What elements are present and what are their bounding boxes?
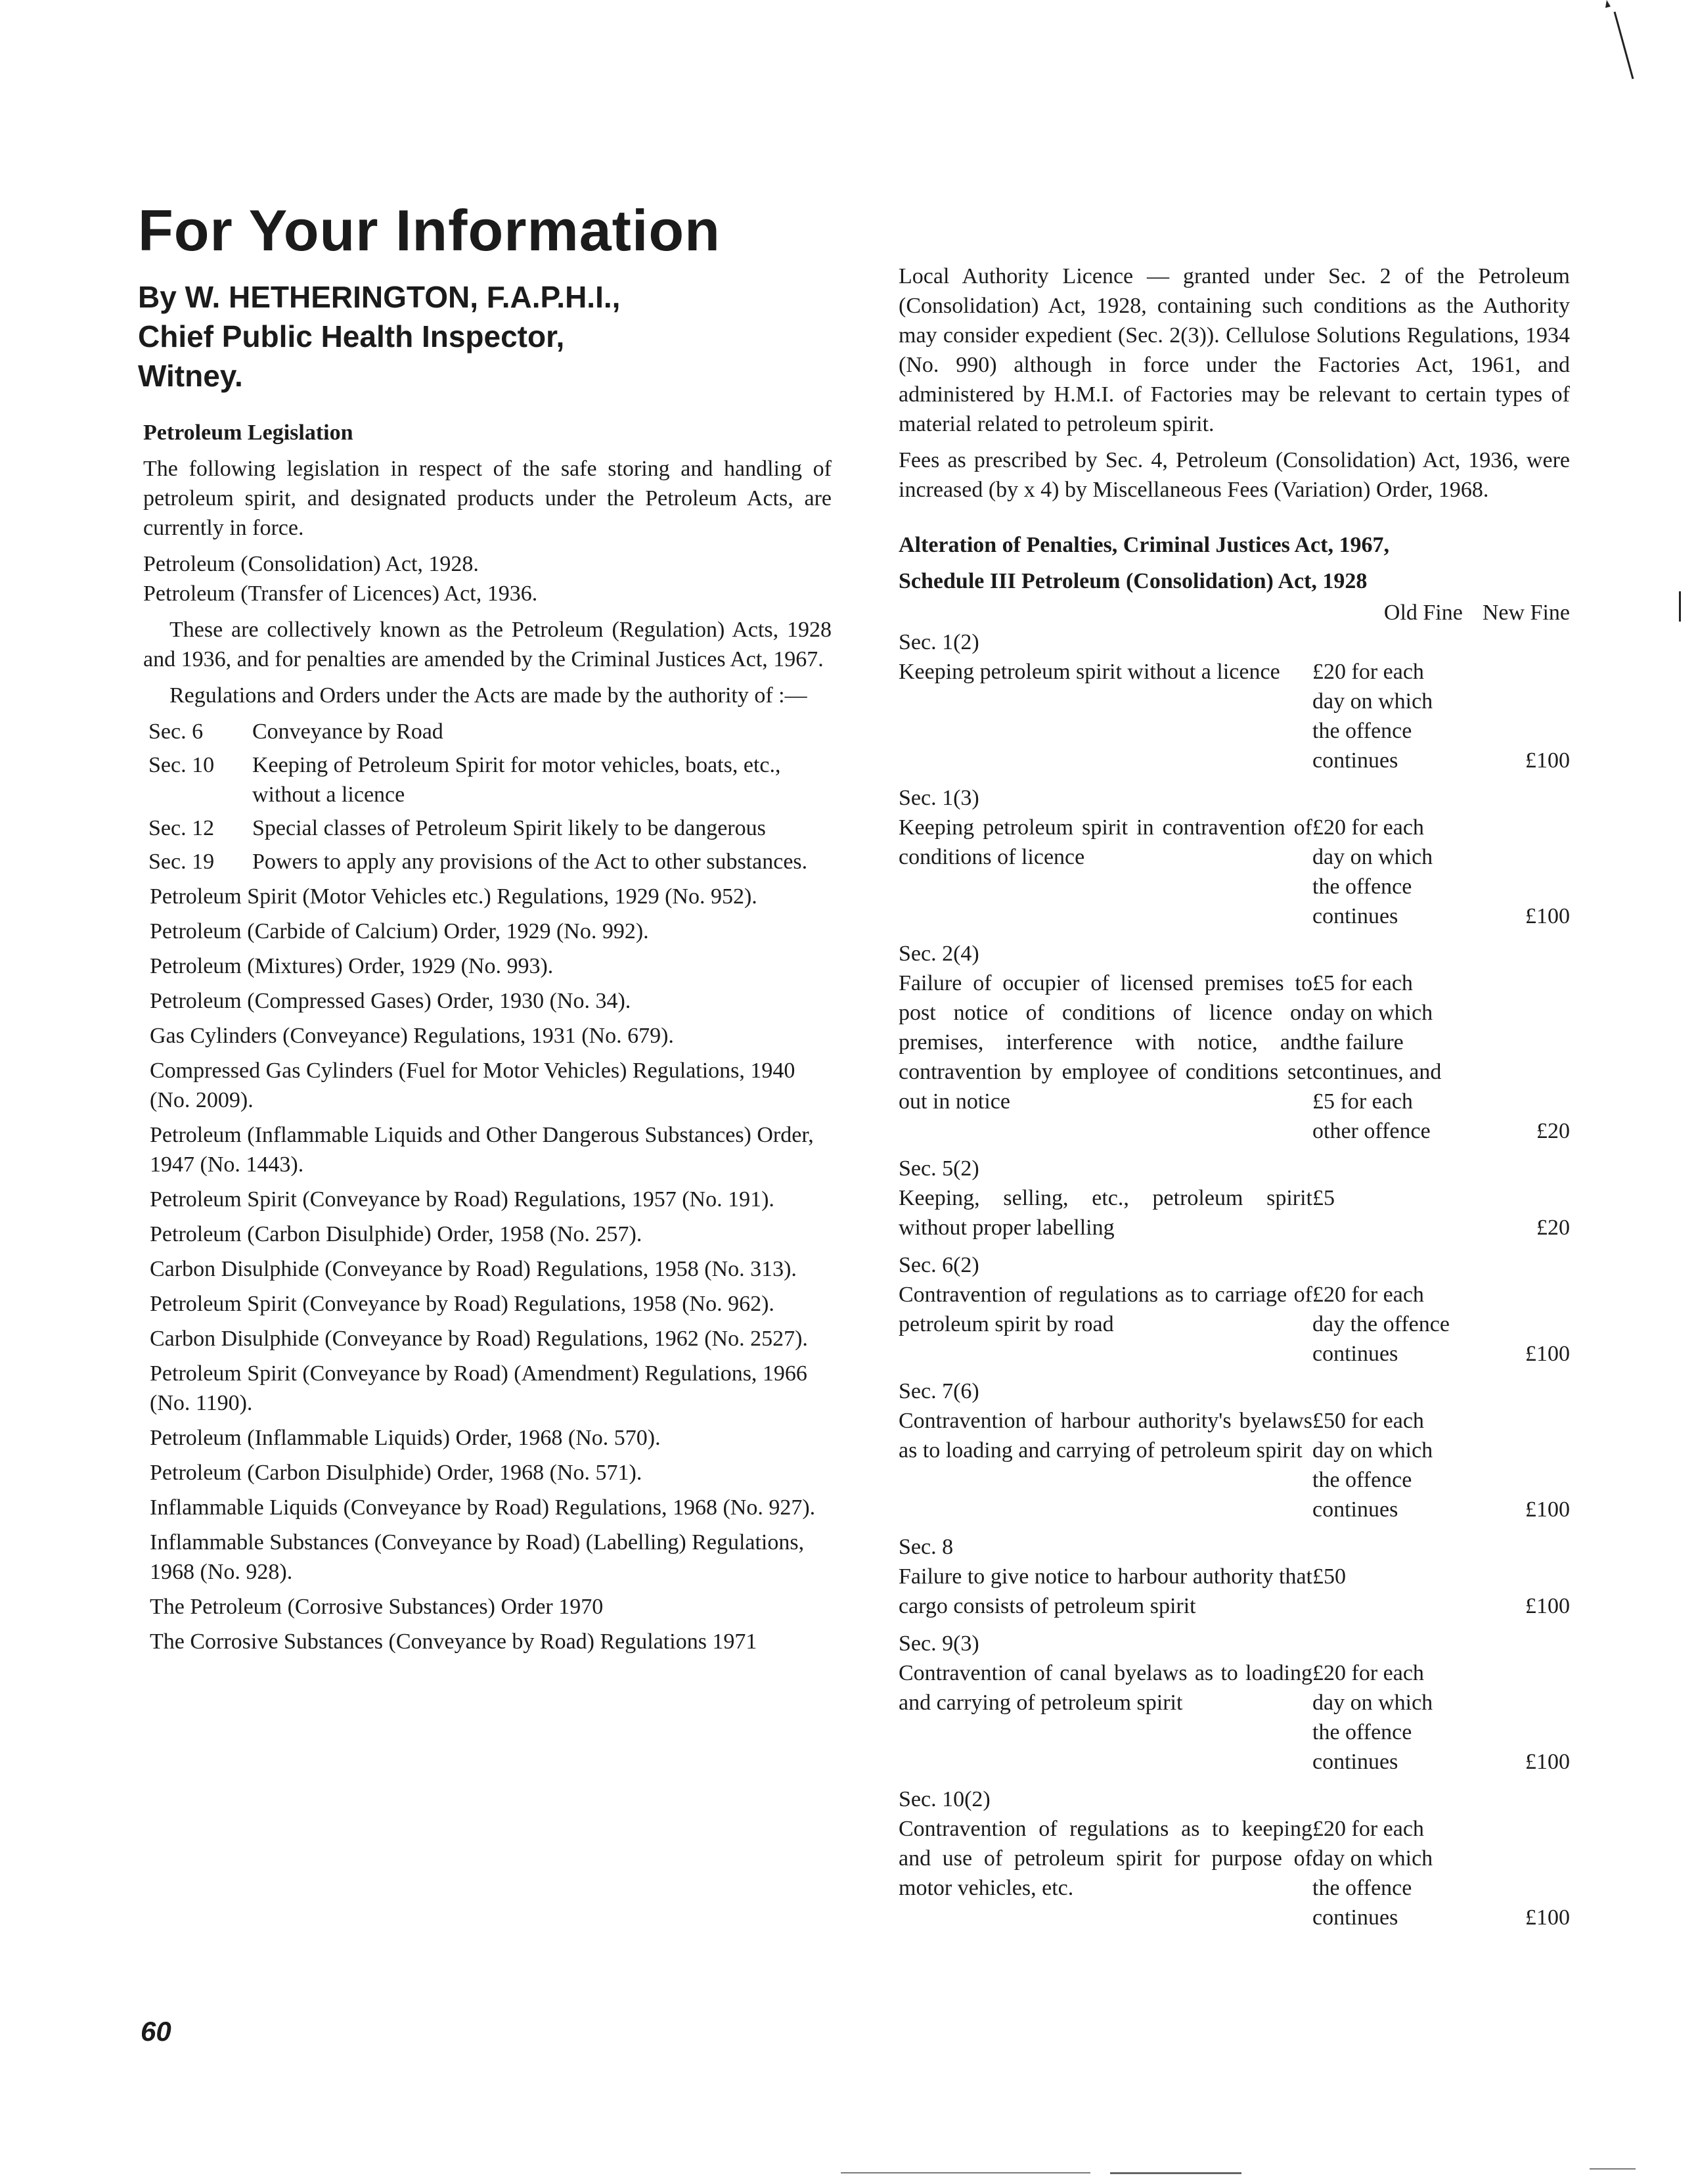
fees-paragraph: Fees as prescribed by Sec. 4, Petroleum (Consolidation) Act, 1936, were increased (by x 4) by Miscellaneous Fees (Variation) Order, 1968. — [899, 448, 1570, 502]
penalty-description: Keeping petroleum spirit in contravention of conditions of licence — [899, 815, 1312, 869]
author-name: By W. HETHERINGTON, F.A.P.H.I., — [138, 280, 621, 314]
section-description: Conveyance by Road — [252, 719, 443, 744]
penalty-new-fine: £100 — [1525, 904, 1570, 928]
author-location: Witney. — [138, 359, 243, 393]
regulation-item: Inflammable Liquids (Conveyance by Road) Regulations, 1968 (No. 927). — [150, 1495, 816, 1520]
page-title: For Your Information — [138, 198, 721, 263]
section-item — [148, 717, 832, 746]
regulation-item: Carbon Disulphide (Conveyance by Road) Regulations, 1958 (No. 313). — [150, 1257, 797, 1281]
scan-mark-bottom — [841, 2172, 1090, 2173]
section-item — [148, 813, 832, 843]
act-item: Petroleum (Transfer of Licences) Act, 1936. — [143, 581, 538, 606]
section-heading: Petroleum Legislation — [143, 421, 353, 445]
byline — [138, 277, 729, 396]
regulation-item: Petroleum Spirit (Conveyance by Road) Regulations, 1957 (No. 191). — [150, 1187, 774, 1212]
new-fine-header: New Fine — [1482, 601, 1570, 625]
penalty-description: Contravention of harbour authority's byelaws as to loading and carrying of petroleum spirit — [899, 1409, 1312, 1463]
regulation-item: The Corrosive Substances (Conveyance by Road) Regulations 1971 — [150, 1629, 757, 1654]
penalty-description: Keeping petroleum spirit without a licence — [899, 660, 1280, 684]
penalty-new-fine: £100 — [1525, 1342, 1570, 1366]
penalty-old-fine: £20 for each day on which the offence continues — [1312, 815, 1433, 928]
regulation-item: Inflammable Substances (Conveyance by Road) (Labelling) Regulations, 1968 (No. 928). — [150, 1530, 805, 1584]
regulations-list — [143, 882, 832, 1656]
penalty-offence — [899, 1376, 1312, 1524]
penalty-section: Sec. 1(3) — [899, 786, 979, 810]
scan-mark-bottom — [1590, 2168, 1636, 2170]
penalty-section: Sec. 1(2) — [899, 630, 979, 654]
section-number: Sec. 19 — [148, 850, 215, 874]
penalty-row — [899, 1250, 1570, 1369]
regulation-item: Petroleum (Inflammable Liquids) Order, 1968 (No. 570). — [150, 1426, 661, 1450]
section-number: Sec. 6 — [148, 719, 204, 744]
penalty-new-fine: £100 — [1525, 1594, 1570, 1618]
section-item — [148, 750, 832, 809]
regulation-item: Petroleum (Carbide of Calcium) Order, 1929 (No. 992). — [150, 919, 649, 944]
section-description: Keeping of Petroleum Spirit for motor vehicles, boats, etc., without a licence — [252, 753, 781, 807]
penalty-offence — [899, 1532, 1312, 1621]
penalty-old-fine: £50 — [1312, 1564, 1346, 1589]
penalty-section: Sec. 5(2) — [899, 1156, 979, 1181]
penalty-new-fine: £100 — [1525, 1497, 1570, 1522]
section-number: Sec. 10 — [148, 753, 215, 777]
penalty-new-fine: £20 — [1536, 1216, 1570, 1240]
collective-paragraph: These are collectively known as the Petroleum (Regulation) Acts, 1928 and 1936, and for penalties are amended by the Criminal Justices Act, 1967. — [143, 618, 832, 671]
penalties-heading-line: Schedule III Petroleum (Consolidation) Act, 1928 — [899, 569, 1368, 593]
intro-paragraph: The following legislation in respect of the safe storing and handling of petroleum spirit, and designated products under the Petroleum Acts, are currently in force. — [143, 457, 832, 540]
penalty-row — [899, 1629, 1570, 1777]
penalty-description: Failure of occupier of licensed premises to post notice of conditions of licence on premises, interference with notice, and contravention by employee of conditions set out in notice — [899, 971, 1312, 1114]
penalty-row — [899, 627, 1570, 775]
regulation-item: Petroleum Spirit (Conveyance by Road) Regulations, 1958 (No. 962). — [150, 1292, 774, 1316]
penalty-row — [899, 1376, 1570, 1524]
scan-mark-top-right — [1603, 0, 1642, 85]
penalties-heading-line: Alteration of Penalties, Criminal Justices Act, 1967, — [899, 533, 1389, 557]
penalty-row — [899, 1785, 1570, 1932]
regulation-item: Compressed Gas Cylinders (Fuel for Motor Vehicles) Regulations, 1940 (No. 2009). — [150, 1058, 795, 1112]
left-column — [143, 418, 832, 1662]
scan-mark-bottom — [1110, 2172, 1241, 2174]
regulation-item: Petroleum (Inflammable Liquids and Other Dangerous Substances) Order, 1947 (No. 1443). — [150, 1123, 814, 1177]
penalty-section: Sec. 6(2) — [899, 1253, 979, 1277]
penalty-offence — [899, 1629, 1312, 1777]
penalty-offence — [899, 1785, 1312, 1932]
penalty-new-fine: £100 — [1525, 1750, 1570, 1774]
regulation-item: Gas Cylinders (Conveyance) Regulations, 1931 (No. 679). — [150, 1024, 674, 1048]
section-description: Powers to apply any provisions of the Act to other substances. — [252, 850, 808, 874]
section-number: Sec. 12 — [148, 816, 215, 840]
penalty-row — [899, 783, 1570, 931]
penalty-offence — [899, 1250, 1312, 1369]
penalty-section: Sec. 7(6) — [899, 1379, 979, 1403]
penalty-new-fine: £100 — [1525, 1905, 1570, 1930]
section-description: Special classes of Petroleum Spirit likely to be dangerous — [252, 816, 766, 840]
regulation-item: The Petroleum (Corrosive Substances) Order 1970 — [150, 1595, 604, 1619]
penalties-heading — [899, 527, 1570, 599]
regulation-item: Petroleum (Mixtures) Order, 1929 (No. 993). — [150, 954, 554, 978]
penalty-old-fine: £5 — [1312, 1186, 1335, 1210]
penalty-description: Contravention of regulations as to carriage of petroleum spirit by road — [899, 1283, 1312, 1336]
penalty-section: Sec. 2(4) — [899, 942, 979, 966]
penalty-description: Keeping, selling, etc., petroleum spirit without proper labelling — [899, 1186, 1312, 1240]
section-list — [148, 717, 832, 876]
penalties-table — [899, 627, 1570, 1932]
penalty-row — [899, 939, 1570, 1146]
penalty-old-fine: £20 for each day on which the offence continues — [1312, 1661, 1433, 1774]
penalty-offence — [899, 939, 1312, 1146]
penalty-offence — [899, 627, 1312, 775]
regulation-item: Petroleum (Carbon Disulphide) Order, 1958 (No. 257). — [150, 1222, 642, 1246]
regulation-item: Petroleum Spirit (Conveyance by Road) (Amendment) Regulations, 1966 (No. 1190). — [150, 1361, 807, 1415]
right-column — [899, 262, 1570, 1940]
penalty-section: Sec. 10(2) — [899, 1787, 991, 1811]
act-item: Petroleum (Consolidation) Act, 1928. — [143, 552, 479, 576]
penalty-old-fine: £20 for each day on which the offence continues — [1312, 660, 1433, 773]
penalty-new-fine: £100 — [1525, 748, 1570, 773]
scan-mark-right-edge — [1679, 591, 1681, 622]
author-title: Chief Public Health Inspector, — [138, 319, 565, 353]
penalty-description: Contravention of regulations as to keeping and use of petroleum spirit for purpose of motor vehicles, etc. — [899, 1817, 1312, 1900]
penalty-section: Sec. 8 — [899, 1535, 954, 1559]
penalty-section: Sec. 9(3) — [899, 1631, 979, 1656]
authority-paragraph: Regulations and Orders under the Acts are made by the authority of :— — [169, 683, 807, 708]
fine-column-headers — [899, 598, 1570, 627]
section-item — [148, 847, 832, 876]
page-number: 60 — [141, 2016, 171, 2047]
penalty-description: Failure to give notice to harbour authority that cargo consists of petroleum spirit — [899, 1564, 1312, 1618]
regulation-item: Carbon Disulphide (Conveyance by Road) Regulations, 1962 (No. 2527). — [150, 1327, 808, 1351]
penalty-offence — [899, 1154, 1312, 1242]
penalty-old-fine: £20 for each day on which the offence continues — [1312, 1817, 1433, 1930]
penalty-new-fine: £20 — [1536, 1119, 1570, 1143]
penalty-description: Contravention of canal byelaws as to loading and carrying of petroleum spirit — [899, 1661, 1312, 1715]
penalty-old-fine: £5 for each day on which the failure continues, and £5 for each other offence — [1312, 971, 1442, 1143]
licence-paragraph: Local Authority Licence — granted under Sec. 2 of the Petroleum (Consolidation) Act, 1928, containing such conditions as the Authority may consider expedient (Sec. 2(3)). Cellulose Solutions Regulations, 1934 (No. 990) although in force under the Factories Act, 1961, and administered by H.M.I. of Factories may be relevant to certain types of material related to petroleum spirit. — [899, 264, 1570, 436]
penalty-old-fine: £20 for each day the offence continues — [1312, 1283, 1450, 1366]
regulation-item: Petroleum (Carbon Disulphide) Order, 1968 (No. 571). — [150, 1461, 642, 1485]
penalty-offence — [899, 783, 1312, 931]
old-fine-header: Old Fine — [1383, 601, 1463, 625]
penalty-old-fine: £50 for each day on which the offence continues — [1312, 1409, 1433, 1522]
regulation-item: Petroleum (Compressed Gases) Order, 1930 (No. 34). — [150, 989, 631, 1013]
regulation-item: Petroleum Spirit (Motor Vehicles etc.) Regulations, 1929 (No. 952). — [150, 884, 757, 909]
penalty-row — [899, 1154, 1570, 1242]
penalty-row — [899, 1532, 1570, 1621]
